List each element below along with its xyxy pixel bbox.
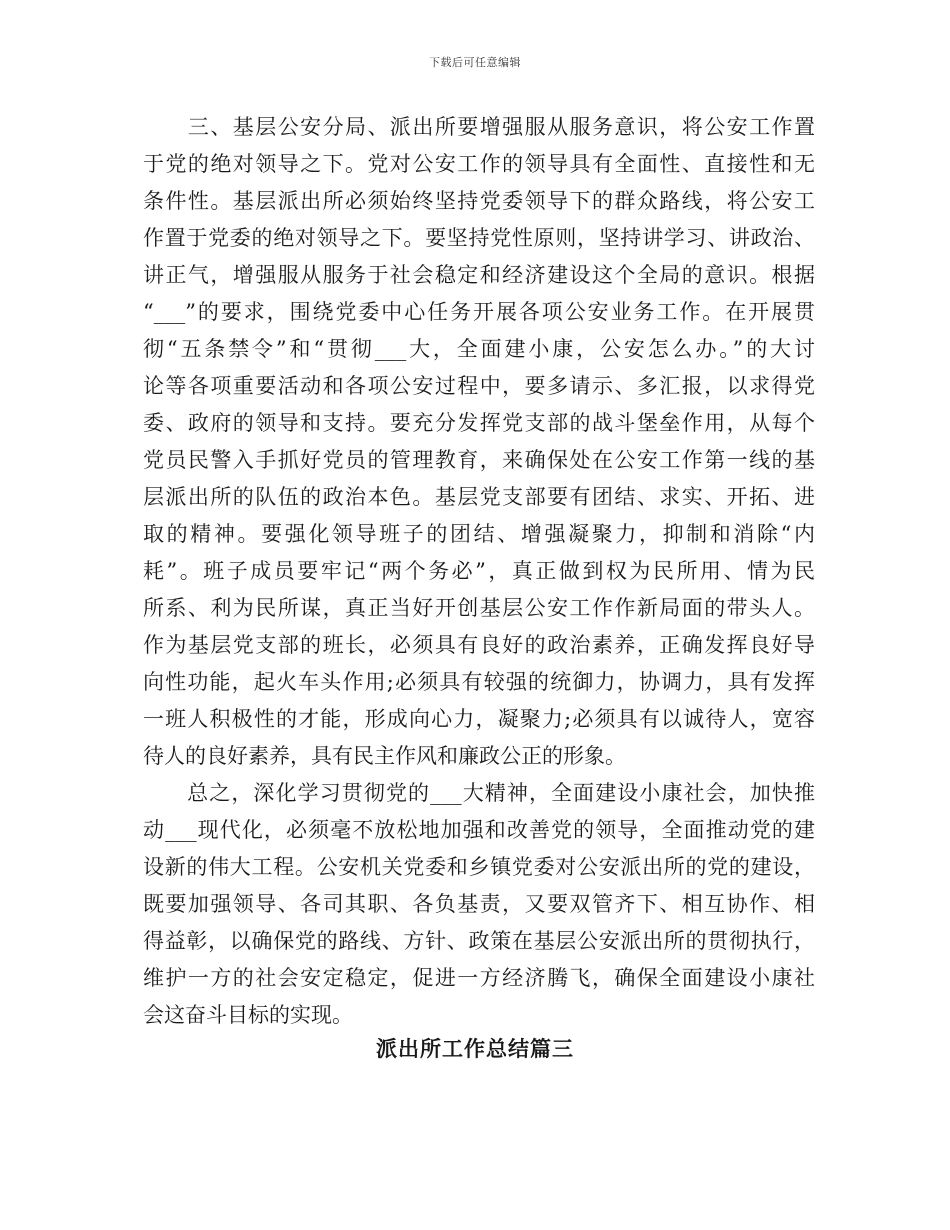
text-line: 动___现代化，必须毫不放松地加强和改善党的领导，全面推动党的建: [143, 818, 815, 842]
paragraph-1: [143, 109, 815, 775]
text-line: 讲正气，增强服从服务于社会稳定和经济建设这个全局的意识。根据: [143, 263, 815, 287]
text-line: 作置于党委的绝对领导之下。要坚持党性原则，坚持讲学习、讲政治、: [143, 226, 815, 250]
text-line: 所系、利为民所谋，真正当好开创基层公安工作作新局面的带头人。: [143, 596, 815, 620]
text-line: 党员民警入手抓好党员的管理教育，来确保处在公安工作第一线的基: [143, 448, 815, 472]
text-line: 条件性。基层派出所必须始终坚持党委领导下的群众路线，将公安工: [143, 189, 815, 213]
text-line: “___”的要求，围绕党委中心任务开展各项公安业务工作。在开展贯: [143, 300, 815, 324]
paragraph-2: [143, 775, 815, 1034]
page-header-note: 下载后可任意编辑: [429, 56, 521, 69]
text-line: 待人的良好素养，具有民主作风和廉政公正的形象。: [143, 744, 626, 768]
text-line: 会这奋斗目标的实现。: [143, 1003, 353, 1027]
text-line: 三、基层公安分局、派出所要增强服从服务意识，将公安工作置: [143, 115, 815, 139]
text-line: 作为基层党支部的班长，必须具有良好的政治素养，正确发挥良好导: [143, 633, 815, 657]
text-line: 委、政府的领导和支持。要充分发挥党支部的战斗堡垒作用，从每个: [143, 411, 815, 435]
text-line: 既要加强领导、各司其职、各负基责，又要双管齐下、相互协作、相: [143, 892, 815, 916]
text-line: 彻“五条禁令”和“贯彻___大，全面建小康，公安怎么办。”的大讨: [143, 337, 815, 361]
text-line: 于党的绝对领导之下。党对公安工作的领导具有全面性、直接性和无: [143, 152, 815, 176]
text-line: 耗”。班子成员要牢记“两个务必”，真正做到权为民所用、情为民: [143, 559, 815, 583]
text-line: 设新的伟大工程。公安机关党委和乡镇党委对公安派出所的党的建设，: [143, 855, 815, 879]
document-body: [143, 109, 815, 1034]
text-line: 总之，深化学习贯彻党的___大精神，全面建设小康社会，加快推: [143, 781, 815, 805]
text-line: 向性功能，起火车头作用;必须具有较强的统御力，协调力，具有发挥: [143, 670, 815, 694]
text-line: 一班人积极性的才能，形成向心力，凝聚力;必须具有以诚待人，宽容: [143, 707, 815, 731]
text-line: 层派出所的队伍的政治本色。基层党支部要有团结、求实、开拓、进: [143, 485, 815, 509]
text-line: 论等各项重要活动和各项公安过程中，要多请示、多汇报，以求得党: [143, 374, 815, 398]
text-line: 得益彰，以确保党的路线、方针、政策在基层公安派出所的贯彻执行，: [143, 929, 815, 953]
section-heading: 派出所工作总结篇三: [376, 1036, 574, 1061]
text-line: 取的精神。要强化领导班子的团结、增强凝聚力，抑制和消除“内: [143, 522, 815, 546]
text-line: 维护一方的社会安定稳定，促进一方经济腾飞，确保全面建设小康社: [143, 966, 815, 990]
